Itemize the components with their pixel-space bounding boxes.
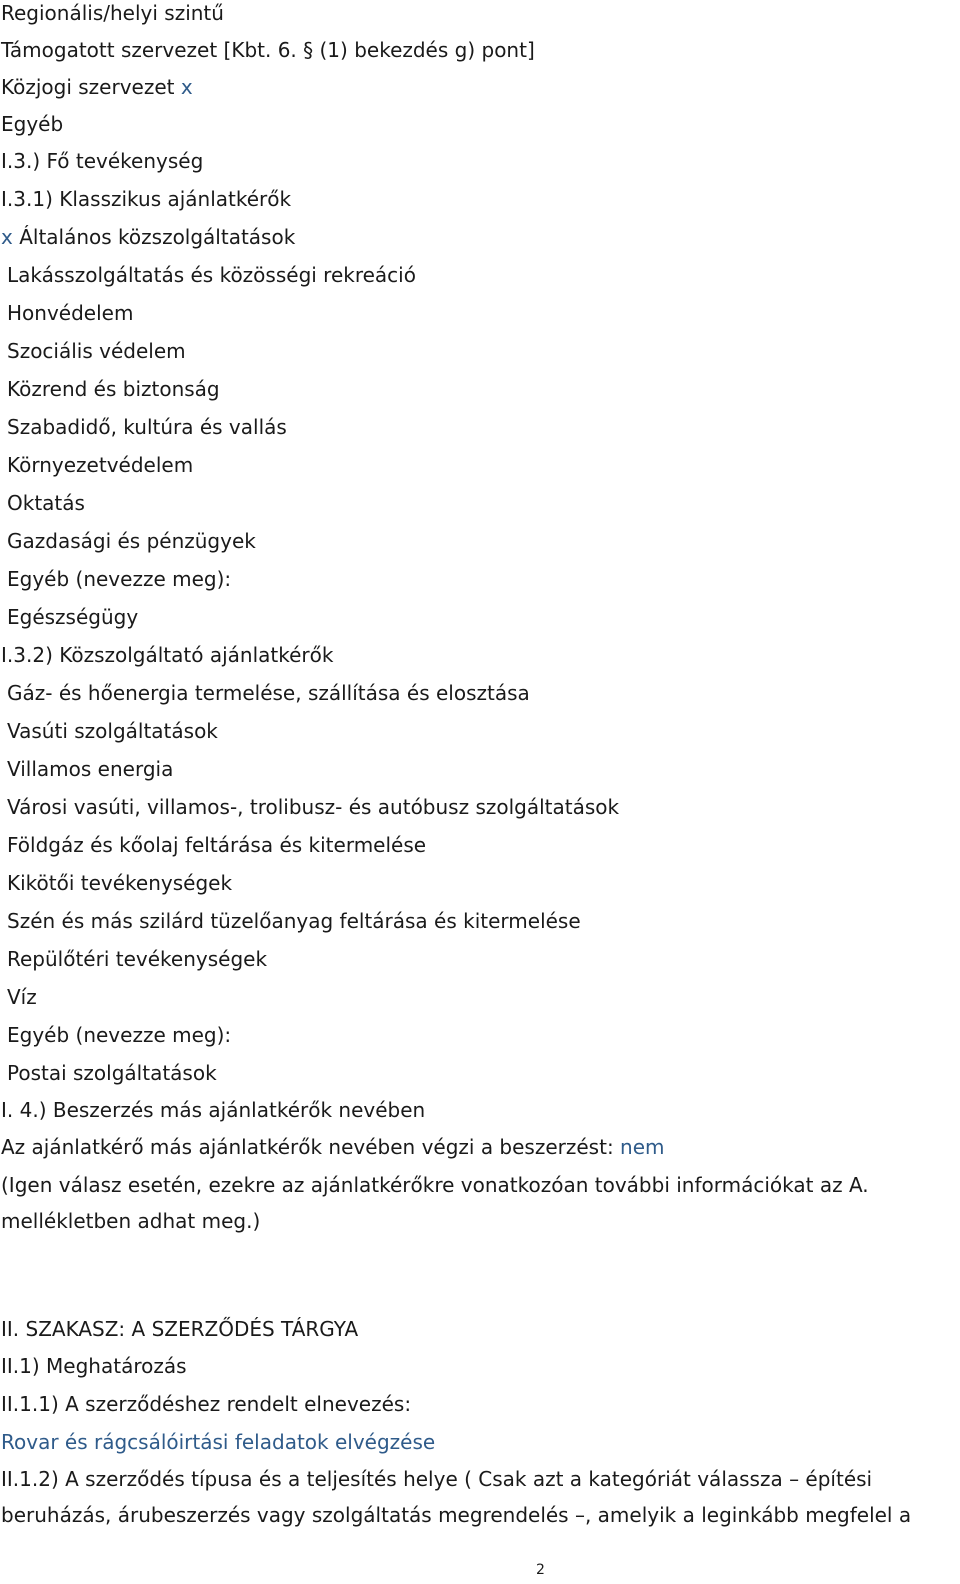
classic-item: Környezetvédelem: [7, 453, 194, 477]
classic-item: Szociális védelem: [7, 339, 186, 363]
contract-name-value: Rovar és rágcsálóirtási feladatok elvégzése: [1, 1430, 436, 1454]
regional-level: Regionális/helyi szintű: [1, 1, 224, 25]
contract-type-line: II.1.2) A szerződés típusa és a teljesítés helye ( Csak azt a kategóriát válassza – építési: [1, 1467, 873, 1491]
main-activity-heading: I.3.) Fő tevékenység: [1, 149, 204, 173]
public-law-organization: [1, 74, 193, 100]
utility-item: Vasúti szolgáltatások: [7, 719, 218, 743]
definition-heading: II.1) Meghatározás: [1, 1354, 187, 1378]
utility-item: Földgáz és kőolaj feltárása és kitermelése: [7, 833, 427, 857]
on-behalf-note-continued: mellékletben adhat meg.): [1, 1209, 261, 1233]
utility-item: Szén és más szilárd tüzelőanyag feltárása és kitermelése: [7, 909, 581, 933]
classic-item: Honvédelem: [7, 301, 134, 325]
section-2-heading: II. SZAKASZ: A SZERZŐDÉS TÁRGYA: [1, 1317, 359, 1341]
utility-item: Gáz- és hőenergia termelése, szállítása és elosztása: [7, 681, 530, 705]
classic-item: Oktatás: [7, 491, 85, 515]
classic-item: Közrend és biztonság: [7, 377, 220, 401]
on-behalf-answer: nem: [620, 1135, 665, 1159]
classic-item: Egyéb (nevezze meg):: [7, 567, 232, 591]
classic-item: Gazdasági és pénzügyek: [7, 529, 256, 553]
classic-contracting-heading: I.3.1) Klasszikus ajánlatkérők: [1, 187, 292, 211]
on-behalf-question: Az ajánlatkérő más ajánlatkérők nevében végzi a beszerzést: nem: [1, 1135, 665, 1159]
on-behalf-note: (Igen válasz esetén, ezekre az ajánlatkérőkre vonatkozóan további információkat az A.: [1, 1173, 869, 1197]
classic-item: x Általános közszolgáltatások: [1, 225, 296, 249]
supported-organization: Támogatott szervezet [Kbt. 6. § (1) bekezdés g) pont]: [1, 38, 535, 62]
other-organization: Egyéb: [1, 112, 64, 136]
utility-contracting-heading: I.3.2) Közszolgáltató ajánlatkérők: [1, 643, 334, 667]
utility-item: Repülőtéri tevékenységek: [7, 947, 268, 971]
contract-name-label: II.1.1) A szerződéshez rendelt elnevezés:: [1, 1392, 412, 1416]
classic-item: Egészségügy: [7, 605, 139, 629]
utility-item: Városi vasúti, villamos-, trolibusz- és autóbusz szolgáltatások: [7, 795, 620, 819]
public-law-mark: x: [180, 75, 193, 99]
classic-mark: x: [1, 225, 13, 249]
classic-item: Szabadidő, kultúra és vallás: [7, 415, 287, 439]
utility-item: Villamos energia: [7, 757, 174, 781]
utility-item: Egyéb (nevezze meg):: [7, 1023, 232, 1047]
on-behalf-heading: I. 4.) Beszerzés más ajánlatkérők nevében: [1, 1098, 426, 1122]
utility-item: Kikötői tevékenységek: [7, 871, 233, 895]
contract-type-line-continued: beruházás, árubeszerzés vagy szolgáltatás megrendelés –, amelyik a leginkább megfelel a: [1, 1503, 912, 1527]
utility-item: Postai szolgáltatások: [7, 1061, 217, 1085]
public-law-label: Közjogi szervezet: [1, 75, 175, 99]
page-number: 2: [536, 1562, 545, 1578]
classic-item: Lakásszolgáltatás és közösségi rekreáció: [7, 263, 416, 287]
utility-item: Víz: [7, 985, 37, 1009]
